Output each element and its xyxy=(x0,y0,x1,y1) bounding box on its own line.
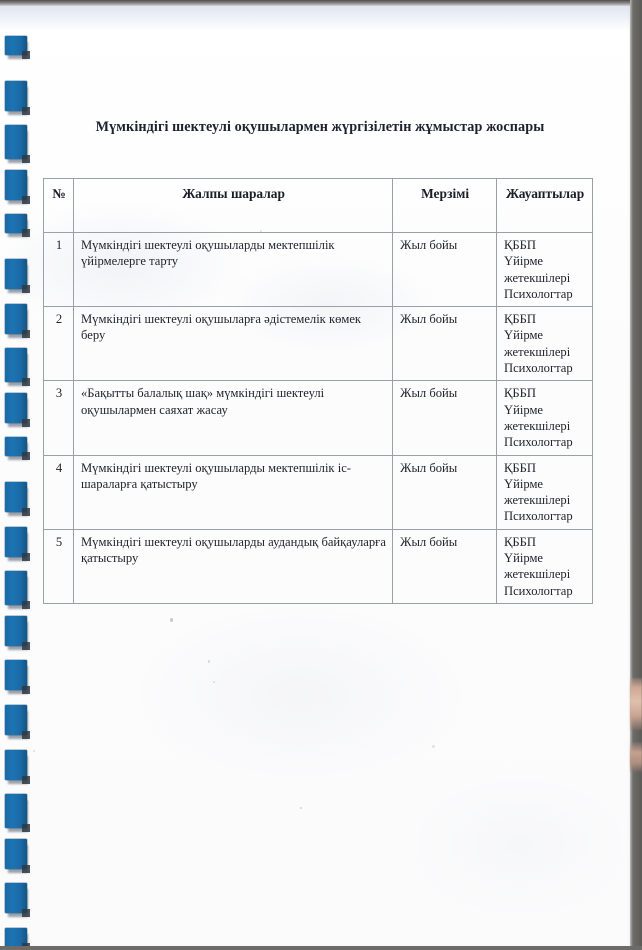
binding-ring xyxy=(5,660,27,690)
responsible-line: Үйірме xyxy=(504,476,543,491)
work-plan-table xyxy=(43,178,593,604)
page-title: Мүмкіндігі шектеулі оқушылармен жүргізілетін жұмыстар жоспары xyxy=(95,119,545,135)
responsible-line: ҚББП xyxy=(504,460,536,475)
binding-ring xyxy=(5,348,27,382)
responsible-line: Психологтар xyxy=(504,509,573,524)
responsible-line: Психологтар xyxy=(504,583,573,598)
scanner-bed-right-edge xyxy=(630,0,642,950)
cell-measure: Мүмкіндігі шектеулі оқушыларды аудандық байқауларға қатыстыру xyxy=(73,529,392,603)
cell-term: Жыл бойы xyxy=(393,381,497,455)
binding-ring xyxy=(5,571,27,605)
responsible-line: Үйірме xyxy=(504,254,543,269)
binding-ring xyxy=(5,170,27,200)
binding-ring xyxy=(5,839,27,869)
responsible-line: жетекшілері xyxy=(504,344,571,359)
cell-term: Жыл бойы xyxy=(393,529,497,603)
responsible-line: жетекшілері xyxy=(504,418,571,433)
binding-ring xyxy=(5,482,27,512)
cell-measure: «Бақытты балалық шақ» мүмкіндігі шектеулі оқушылармен саяхат жасау xyxy=(73,381,392,455)
scanner-bed-bottom-edge xyxy=(0,946,642,950)
responsible-line: Үйірме xyxy=(504,551,543,566)
responsible-line: Психологтар xyxy=(504,361,573,376)
responsible-line: ҚББП xyxy=(504,534,536,549)
responsible-line: ҚББП xyxy=(504,312,536,327)
binding-ring xyxy=(5,616,27,646)
table-row xyxy=(44,529,593,603)
responsible-line: Психологтар xyxy=(504,286,573,301)
cell-term: Жыл бойы xyxy=(393,307,497,381)
finger-artifact-lower xyxy=(630,742,642,772)
cell-responsible xyxy=(497,455,593,529)
binding-ring xyxy=(5,883,27,913)
cell-number: 1 xyxy=(44,233,74,307)
table-row xyxy=(44,455,593,529)
scanner-bed-top-edge xyxy=(0,0,642,6)
cell-number: 2 xyxy=(44,307,74,381)
cell-term: Жыл бойы xyxy=(393,455,497,529)
binding-ring xyxy=(5,214,27,233)
table-header-row xyxy=(44,179,593,233)
cell-number: 3 xyxy=(44,381,74,455)
cell-responsible xyxy=(497,307,593,381)
cell-number: 4 xyxy=(44,455,74,529)
responsible-line: жетекшілері xyxy=(504,567,571,582)
responsible-line: ҚББП xyxy=(504,386,536,401)
table-header xyxy=(44,179,593,233)
table-row xyxy=(44,233,593,307)
binding-ring xyxy=(5,705,27,735)
paper-page xyxy=(0,5,631,947)
binding-ring xyxy=(5,393,27,423)
binding-ring xyxy=(5,750,27,780)
cell-number: 5 xyxy=(44,529,74,603)
table-row xyxy=(44,381,593,455)
scan-light-cast xyxy=(0,5,631,31)
column-header-responsible: Жауаптылар xyxy=(497,179,593,233)
cell-responsible xyxy=(497,233,593,307)
cell-measure: Мүмкіндігі шектеулі оқушыларды мектепшілік үйірмелерге тарту xyxy=(73,233,392,307)
cell-responsible xyxy=(497,529,593,603)
binding-ring xyxy=(5,437,27,456)
responsible-line: Психологтар xyxy=(504,435,573,450)
binding-ring xyxy=(5,527,27,557)
responsible-line: жетекшілері xyxy=(504,493,571,508)
column-header-measures: Жалпы шаралар xyxy=(73,179,392,233)
binding-ring xyxy=(5,259,27,289)
table-row xyxy=(44,307,593,381)
table-body xyxy=(44,233,593,604)
column-header-number: № xyxy=(44,179,74,233)
binding-ring xyxy=(5,794,27,828)
finger-artifact xyxy=(630,678,642,730)
responsible-line: Үйірме xyxy=(504,402,543,417)
responsible-line: жетекшілері xyxy=(504,270,571,285)
responsible-line: ҚББП xyxy=(504,238,536,252)
binding-ring xyxy=(5,304,27,334)
cell-measure: Мүмкіндігі шектеулі оқушыларды мектепшілік іс-шараларға қатыстыру xyxy=(73,455,392,529)
binding-ring xyxy=(5,36,27,55)
binding-ring xyxy=(5,928,27,947)
cell-responsible xyxy=(497,381,593,455)
binding-ring xyxy=(5,81,27,111)
binding-ring xyxy=(5,125,27,159)
responsible-line: Үйірме xyxy=(504,328,543,343)
cell-measure: Мүмкіндігі шектеулі оқушыларға әдістемелік көмек беру xyxy=(73,307,392,381)
column-header-term: Мерзімі xyxy=(393,179,497,233)
cell-term: Жыл бойы xyxy=(393,233,497,307)
